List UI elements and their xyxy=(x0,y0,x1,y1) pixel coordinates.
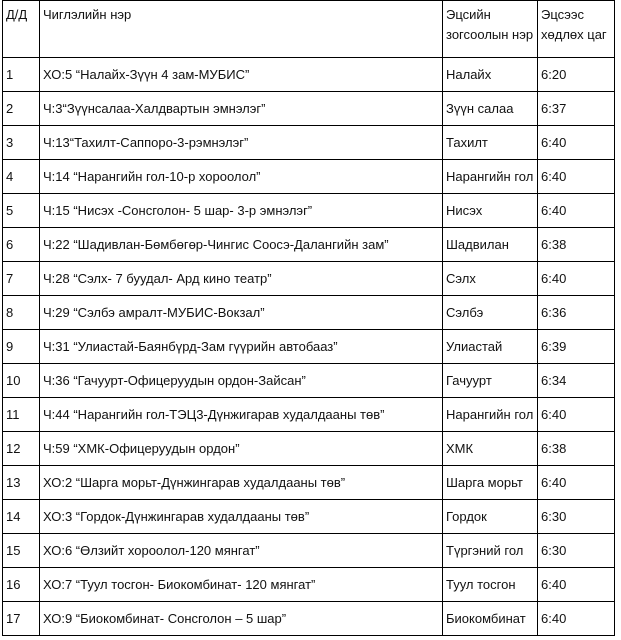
row-number: 10 xyxy=(3,364,40,398)
route-name: ХО:3 “Гордок-Дүнжингарав худалдааны төв” xyxy=(40,500,443,534)
row-number: 2 xyxy=(3,92,40,126)
endpoint-name: Нисэх xyxy=(443,194,538,228)
endpoint-name: Биокомбинат xyxy=(443,602,538,636)
table-row xyxy=(3,534,615,568)
table-row xyxy=(3,330,615,364)
route-name: Ч:59 “ХМК-Офицеруудын ордон” xyxy=(40,432,443,466)
endpoint-name: Гордок xyxy=(443,500,538,534)
table-header-row xyxy=(3,1,615,58)
table-row xyxy=(3,602,615,636)
endpoint-name: Сэлх xyxy=(443,262,538,296)
header-time-line1: Эцсээс xyxy=(541,7,585,22)
endpoint-name: Налайх xyxy=(443,58,538,92)
route-name: Ч:15 “Нисэх -Сонсголон- 5 шар- 3-р эмнэлэг” xyxy=(40,194,443,228)
route-name: ХО:7 “Туул тосгон- Биокомбинат- 120 мянгат” xyxy=(40,568,443,602)
table-body xyxy=(3,58,615,636)
departure-time: 6:40 xyxy=(538,126,615,160)
header-endpoint-line1: Эцсийн xyxy=(446,7,491,22)
table-row xyxy=(3,432,615,466)
table-row xyxy=(3,500,615,534)
row-number: 4 xyxy=(3,160,40,194)
bus-schedule-table xyxy=(2,0,615,636)
table-row xyxy=(3,398,615,432)
header-route-name: Чиглэлийн нэр xyxy=(40,1,443,58)
route-name: ХО:6 “Өлзийт хороолол-120 мянгат” xyxy=(40,534,443,568)
header-departure-time xyxy=(538,1,615,58)
table-row xyxy=(3,466,615,500)
route-name: Ч:36 “Гачуурт-Офицеруудын ордон-Зайсан” xyxy=(40,364,443,398)
departure-time: 6:30 xyxy=(538,534,615,568)
departure-time: 6:40 xyxy=(538,262,615,296)
table-row xyxy=(3,568,615,602)
departure-time: 6:40 xyxy=(538,160,615,194)
endpoint-name: Туул тосгон xyxy=(443,568,538,602)
row-number: 7 xyxy=(3,262,40,296)
endpoint-name: Нарангийн гол xyxy=(443,398,538,432)
departure-time: 6:38 xyxy=(538,228,615,262)
row-number: 6 xyxy=(3,228,40,262)
row-number: 14 xyxy=(3,500,40,534)
table-row xyxy=(3,364,615,398)
row-number: 5 xyxy=(3,194,40,228)
route-name: Ч:14 “Нарангийн гол-10-р хороолол” xyxy=(40,160,443,194)
table-row xyxy=(3,194,615,228)
header-number: Д/Д xyxy=(3,1,40,58)
route-name: Ч:13“Тахилт-Саппоро-3-рэмнэлэг” xyxy=(40,126,443,160)
endpoint-name: Тахилт xyxy=(443,126,538,160)
endpoint-name: Шадвилан xyxy=(443,228,538,262)
row-number: 3 xyxy=(3,126,40,160)
endpoint-name: Шарга морьт xyxy=(443,466,538,500)
departure-time: 6:40 xyxy=(538,466,615,500)
route-name: Ч:29 “Сэлбэ амралт-МУБИС-Вокзал” xyxy=(40,296,443,330)
header-endpoint-line2: зогсоолын нэр xyxy=(446,27,534,42)
row-number: 15 xyxy=(3,534,40,568)
header-endpoint xyxy=(443,1,538,58)
route-name: Ч:31 “Улиастай-Баянбүрд-Зам гүүрийн автобааз” xyxy=(40,330,443,364)
row-number: 9 xyxy=(3,330,40,364)
departure-time: 6:40 xyxy=(538,568,615,602)
route-name: ХО:5 “Налайх-Зүүн 4 зам-МУБИС” xyxy=(40,58,443,92)
endpoint-name: Түргэний гол xyxy=(443,534,538,568)
row-number: 8 xyxy=(3,296,40,330)
departure-time: 6:36 xyxy=(538,296,615,330)
endpoint-name: Улиастай xyxy=(443,330,538,364)
route-name: ХО:2 “Шарга морьт-Дүнжингарав худалдааны төв” xyxy=(40,466,443,500)
row-number: 13 xyxy=(3,466,40,500)
endpoint-name: Сэлбэ xyxy=(443,296,538,330)
route-name: Ч:44 “Нарангийн гол-ТЭЦ3-Дүнжигарав худалдааны төв” xyxy=(40,398,443,432)
table-row xyxy=(3,296,615,330)
departure-time: 6:39 xyxy=(538,330,615,364)
departure-time: 6:38 xyxy=(538,432,615,466)
table-row xyxy=(3,58,615,92)
row-number: 1 xyxy=(3,58,40,92)
route-name: ХО:9 “Биокомбинат- Сонсголон – 5 шар” xyxy=(40,602,443,636)
table-row xyxy=(3,126,615,160)
table-row xyxy=(3,160,615,194)
departure-time: 6:37 xyxy=(538,92,615,126)
table-row xyxy=(3,92,615,126)
table-row xyxy=(3,228,615,262)
route-name: Ч:22 “Шадивлан-Бөмбөгөр-Чингис Соосэ-Далангийн зам” xyxy=(40,228,443,262)
route-name: Ч:28 “Сэлх- 7 буудал- Ард кино театр” xyxy=(40,262,443,296)
row-number: 17 xyxy=(3,602,40,636)
route-name: Ч:3“Зүүнсалаа-Халдвартын эмнэлэг” xyxy=(40,92,443,126)
departure-time: 6:20 xyxy=(538,58,615,92)
departure-time: 6:40 xyxy=(538,398,615,432)
row-number: 16 xyxy=(3,568,40,602)
header-time-line2: хөдлөх цаг xyxy=(541,27,607,42)
endpoint-name: Зүүн салаа xyxy=(443,92,538,126)
row-number: 11 xyxy=(3,398,40,432)
endpoint-name: Гачуурт xyxy=(443,364,538,398)
endpoint-name: ХМК xyxy=(443,432,538,466)
table-row xyxy=(3,262,615,296)
departure-time: 6:30 xyxy=(538,500,615,534)
departure-time: 6:34 xyxy=(538,364,615,398)
departure-time: 6:40 xyxy=(538,194,615,228)
departure-time: 6:40 xyxy=(538,602,615,636)
row-number: 12 xyxy=(3,432,40,466)
endpoint-name: Нарангийн гол xyxy=(443,160,538,194)
